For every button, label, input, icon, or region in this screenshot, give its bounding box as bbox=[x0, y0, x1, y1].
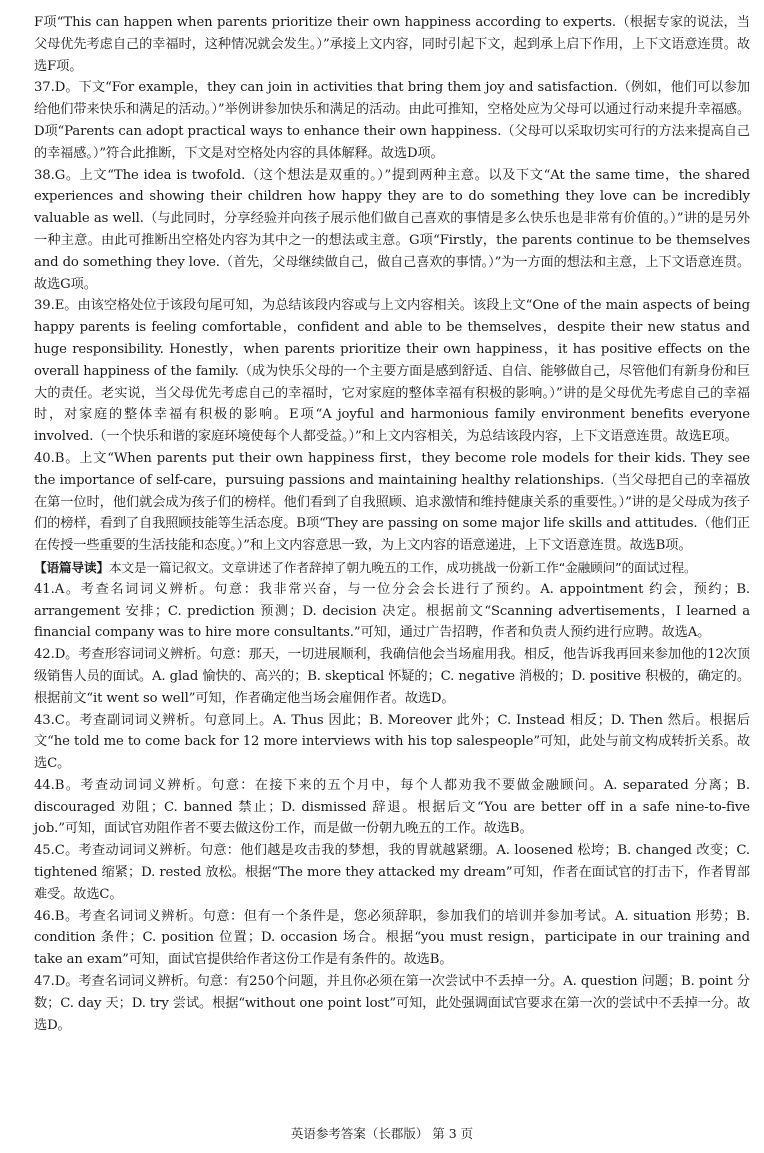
item-explanation: D。下文“For example，they can join in activities that bring them joy and satisfaction.（例如，他们可以参加给他们带来快乐和满足的活动。）”举例讲参加快乐和满足的活动。由此可推知，空格处应为父母可以通过行动来提升幸福感。D项“Parents can adopt practical ways to enhance their own happiness.（父母可以采取切实可行的方法来提高自己的幸福感。）”符合此推断，下文是对空格处内容的具体解释。故选D项。 bbox=[34, 80, 750, 161]
answer-item-39 bbox=[34, 295, 750, 448]
item-explanation: A。考查名词词义辨析。句意：我非常兴奋，与一位分会会长进行了预约。A. appointment 约会，预约；B. arrangement 安排；C. prediction 预测；D. decision 决定。根据前文“Scanning advertisements，I learned a financial company was to hire more consultants.”可知，通过广告招聘，作者和负责人预约进行应聘。故选A。 bbox=[34, 581, 750, 641]
item-number: 47. bbox=[34, 974, 55, 990]
item-number: 44. bbox=[34, 777, 55, 793]
answer-item-45 bbox=[34, 840, 750, 905]
item-explanation: G。上文“The idea is twofold.（这个想法是双重的。）”提到两种主意。以及下文“At the same time，the shared experiences and showing their children how happy they are to do something they love can be incredibly valuable as well.（与此同时，分享经验并向孩子展示他们做自己喜欢的事情是多么快乐也是非常有价值的。）”讲的是另外一种主意。由此可推断出空格处内容为其中之一的想法或主意。G项“Firstly，the parents continue to be themselves and do something they love.（首先，父母继续做自己，做自己喜欢的事情。）”为一方面的想法和主意，上下文语意连贯。故选G项。 bbox=[34, 167, 750, 292]
item-number: 43. bbox=[34, 712, 55, 728]
page-footer: 英语参考答案（长郡版） 第 3 页 bbox=[290, 1126, 474, 1141]
answer-item-46 bbox=[34, 906, 750, 971]
item-explanation: B。上文“When parents put their own happiness first，they become role models for their kids. They see the importance of self-care，pursuing passions and maintaining healthy relationships.（当父母把自己的幸福放在第一位时，他们就会成为孩子们的榜样。他们看到了自我照顾、追求激情和维持健康关系的重要性。）”讲的是父母成为孩子们的榜样，看到了自我照顾技能等生活态度。B项“They are passing on some major life skills and attitudes.（他们正在传授一些重要的生活技能和态度。）”和上文内容意思一致，为上文内容的语意递进，上下文语意连贯。故选B项。 bbox=[34, 450, 750, 554]
item-explanation: C。考查动词词义辨析。句意：他们越是攻击我的梦想，我的胃就越紧绷。A. loosened 松垮；B. changed 改变；C. tightened 缩紧；D. rested 放松。根据“The more they attacked my dream”可知，作者在面试官的打击下，作者胃部难受。故选C。 bbox=[34, 843, 750, 902]
item-number: 45. bbox=[34, 843, 55, 859]
item-number: 40. bbox=[34, 450, 55, 466]
intro-paragraph: F项“This can happen when parents prioritize their own happiness according to experts.（根据专家的说法，当父母优先考虑自己的幸福时，这种情况就会发生。）”承接上文内容，同时引起下文，起到承上启下作用，上下文语意连贯。故选F项。 bbox=[34, 15, 750, 74]
answer-key-page bbox=[34, 12, 750, 1036]
answer-item-43 bbox=[34, 710, 750, 775]
item-explanation: D。考查名词词义辨析。句意：有250个问题，并且你必须在第一次尝试中不丢掉一分。A. question 问题；B. point 分数；C. day 天；D. try 尝试。根据“without one point lost”可知，此处强调面试官要求在第一次的尝试中不丢掉一分。故选D。 bbox=[34, 974, 750, 1033]
item-number: 41. bbox=[34, 581, 55, 597]
answer-item-40 bbox=[34, 448, 750, 557]
answer-item-38 bbox=[34, 165, 750, 296]
item-number: 37. bbox=[34, 80, 55, 96]
item-number: 46. bbox=[34, 908, 55, 924]
passage-guide bbox=[34, 557, 750, 579]
item-explanation: B。考查名词词义辨析。句意：但有一个条件是，您必须辞职，参加我们的培训并参加考试。A. situation 形势；B. condition 条件；C. position 位置；D. occasion 场合。根据“you must resign，participate in our training and take an exam”可知，面试官提供给作者这份工作是有条件的。故选B。 bbox=[34, 908, 750, 968]
passage-guide-tag: 【语篇导读】 bbox=[34, 559, 109, 575]
answer-item-41 bbox=[34, 579, 750, 644]
item-explanation: D。考查形容词词义辨析。句意：那天，一切进展顺利，我确信他会当场雇用我。相反，他告诉我再回来参加他的12次顶级销售人员的面试。A. glad 愉快的、高兴的；B. skeptical 怀疑的；C. negative 消极的；D. positive 积极的，确定的。根据前文“it went so well”可知，作者确定他当场会雇佣作者。故选D。 bbox=[34, 647, 750, 706]
item-explanation: E。由该空格处位于该段句尾可知，为总结该段内容或与上文内容相关。该段上文“One of the main aspects of being happy parents is feeling comfortable，confident and able to be themselves，despite their new status and huge responsibility. Honestly，when parents prioritize their own happiness，it has positive effects on the overall happiness of the family.（成为快乐父母的一个主要方面是感到舒适、自信、能够做自己，尽管他们有新身份和巨大的责任。老实说，当父母优先考虑自己的幸福时，它对家庭的整体幸福有积极的影响。）”讲的是父母优先考虑自己的幸福时，对家庭的整体幸福有积极的影响。E项“A joyful and harmonious family environment benefits everyone involved.（一个快乐和谐的家庭环境使每个人都受益。）”和上文内容相关，为总结该段内容，上下文语意连贯。故选E项。 bbox=[34, 298, 750, 445]
passage-guide-text: 本文是一篇记叙文。文章讲述了作者辞掉了朝九晚五的工作，成功挑战一份新工作“金融顾问”的面试过程。 bbox=[108, 559, 697, 575]
item-explanation: B。考查动词词义辨析。句意：在接下来的五个月中，每个人都劝我不要做金融顾问。A. separated 分离；B. discouraged 劝阻；C. banned 禁止；D. dismissed 辞退。根据后文“You are better off in a safe nine-to-five job.”可知，面试官劝阻作者不要去做这份工作，而是做一份朝九晚五的工作。故选B。 bbox=[34, 777, 750, 837]
answer-item-37 bbox=[34, 77, 750, 164]
item-number: 42. bbox=[34, 647, 55, 663]
answer-item-42 bbox=[34, 644, 750, 709]
answer-item-47 bbox=[34, 971, 750, 1036]
answer-item-44 bbox=[34, 775, 750, 840]
item-explanation: C。考查副词词义辨析。句意同上。A. Thus 因此；B. Moreover 此外；C. Instead 相反；D. Then 然后。根据后文“he told me to come back for 12 more interviews with his top salespeople”可知，此处与前文构成转折关系。故选C。 bbox=[34, 712, 750, 772]
item-number: 39. bbox=[34, 298, 55, 314]
item-number: 38. bbox=[34, 167, 55, 183]
